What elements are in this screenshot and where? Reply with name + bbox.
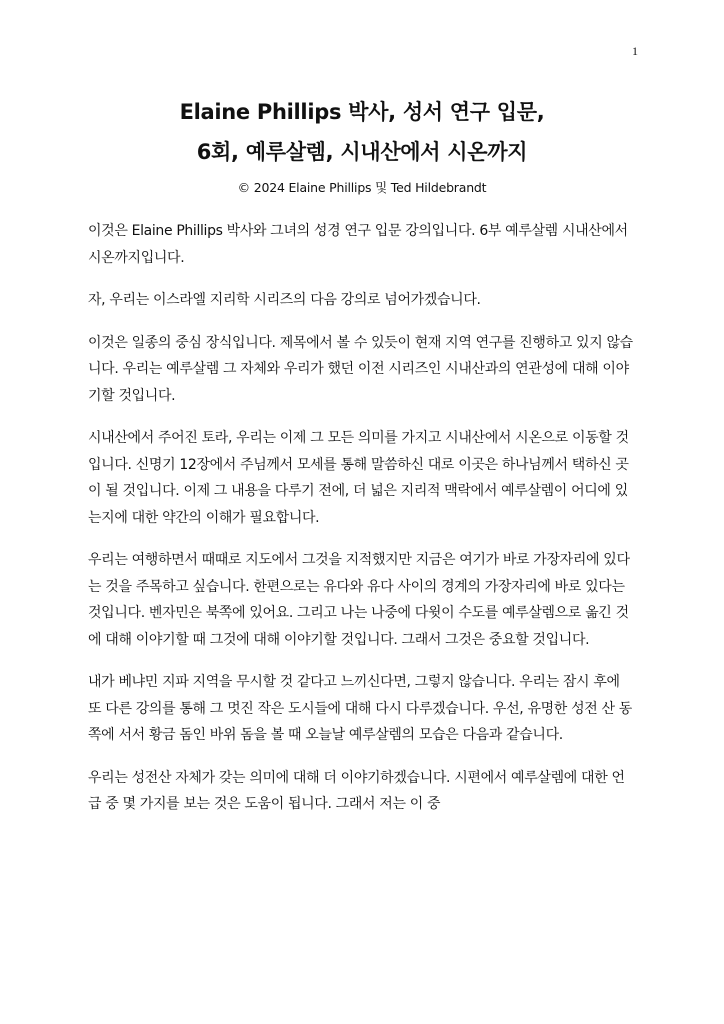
- title-line-1: Elaine Phillips 박사, 성서 연구 입문,: [179, 100, 545, 124]
- paragraph: 내가 베냐민 지파 지역을 무시할 것 같다고 느끼신다면, 그렇지 않습니다. 우리는 잠시 후에 또 다른 강의를 통해 그 멋진 작은 도시들에 대해 다시 다루겠습니다. 우선, 유명한 성전 산 동쪽에 서서 황금 돔인 바위 돔을 볼 때 오늘날 예루살렘의 모습은 다음과 같습니다.: [88, 674, 632, 743]
- paragraph: 이것은 일종의 중심 장식입니다. 제목에서 볼 수 있듯이 현재 지역 연구를 진행하고 있지 않습니다. 우리는 예루살렘 그 자체와 우리가 했던 이전 시리즈인 시내산과의 연관성에 대해 이야기할 것입니다.: [88, 334, 633, 404]
- paragraph: 시내산에서 주어진 토라, 우리는 이제 그 모든 의미를 가지고 시내산에서 시온으로 이동할 것입니다. 신명기 12장에서 주님께서 모세를 통해 말씀하신 대로 이곳은 하나님께서 택하신 곳이 될 것입니다. 이제 그 내용을 다루기 전에, 더 넓은 지리적 맥락에서 예루살렘이 어디에 있는지에 대한 약간의 이해가 필요합니다.: [88, 430, 629, 526]
- body-text: [88, 218, 636, 834]
- document-title: [0, 92, 724, 172]
- paragraph: 우리는 성전산 자체가 갖는 의미에 대해 더 이야기하겠습니다. 시편에서 예루살렘에 대한 언급 중 몇 가지를 보는 것은 도움이 됩니다. 그래서 저는 이 중: [88, 769, 625, 812]
- copyright-line: © 2024 Elaine Phillips 및 Ted Hildebrandt: [237, 180, 487, 195]
- paragraph: 우리는 여행하면서 때때로 지도에서 그것을 지적했지만 지금은 여기가 바로 가장자리에 있다는 것을 주목하고 싶습니다. 한편으로는 유다와 유다 사이의 경계의 가장자리에 바로 있다는 것입니다. 벤자민은 북쪽에 있어요. 그리고 나는 나중에 다윗이 수도를 예루살렘으로 옮긴 것에 대해 이야기할 때 그것에 대해 이야기할 것입니다. 그래서 그것은 중요할 것입니다.: [88, 552, 630, 648]
- paragraph: 자, 우리는 이스라엘 지리학 시리즈의 다음 강의로 넘어가겠습니다.: [88, 292, 481, 308]
- page-number: 1: [632, 44, 638, 58]
- title-line-2: 6회, 예루살렘, 시내산에서 시온까지: [196, 140, 528, 164]
- paragraph: 이것은 Elaine Phillips 박사와 그녀의 성경 연구 입문 강의입니다. 6부 예루살렘 시내산에서 시온까지입니다.: [88, 223, 628, 266]
